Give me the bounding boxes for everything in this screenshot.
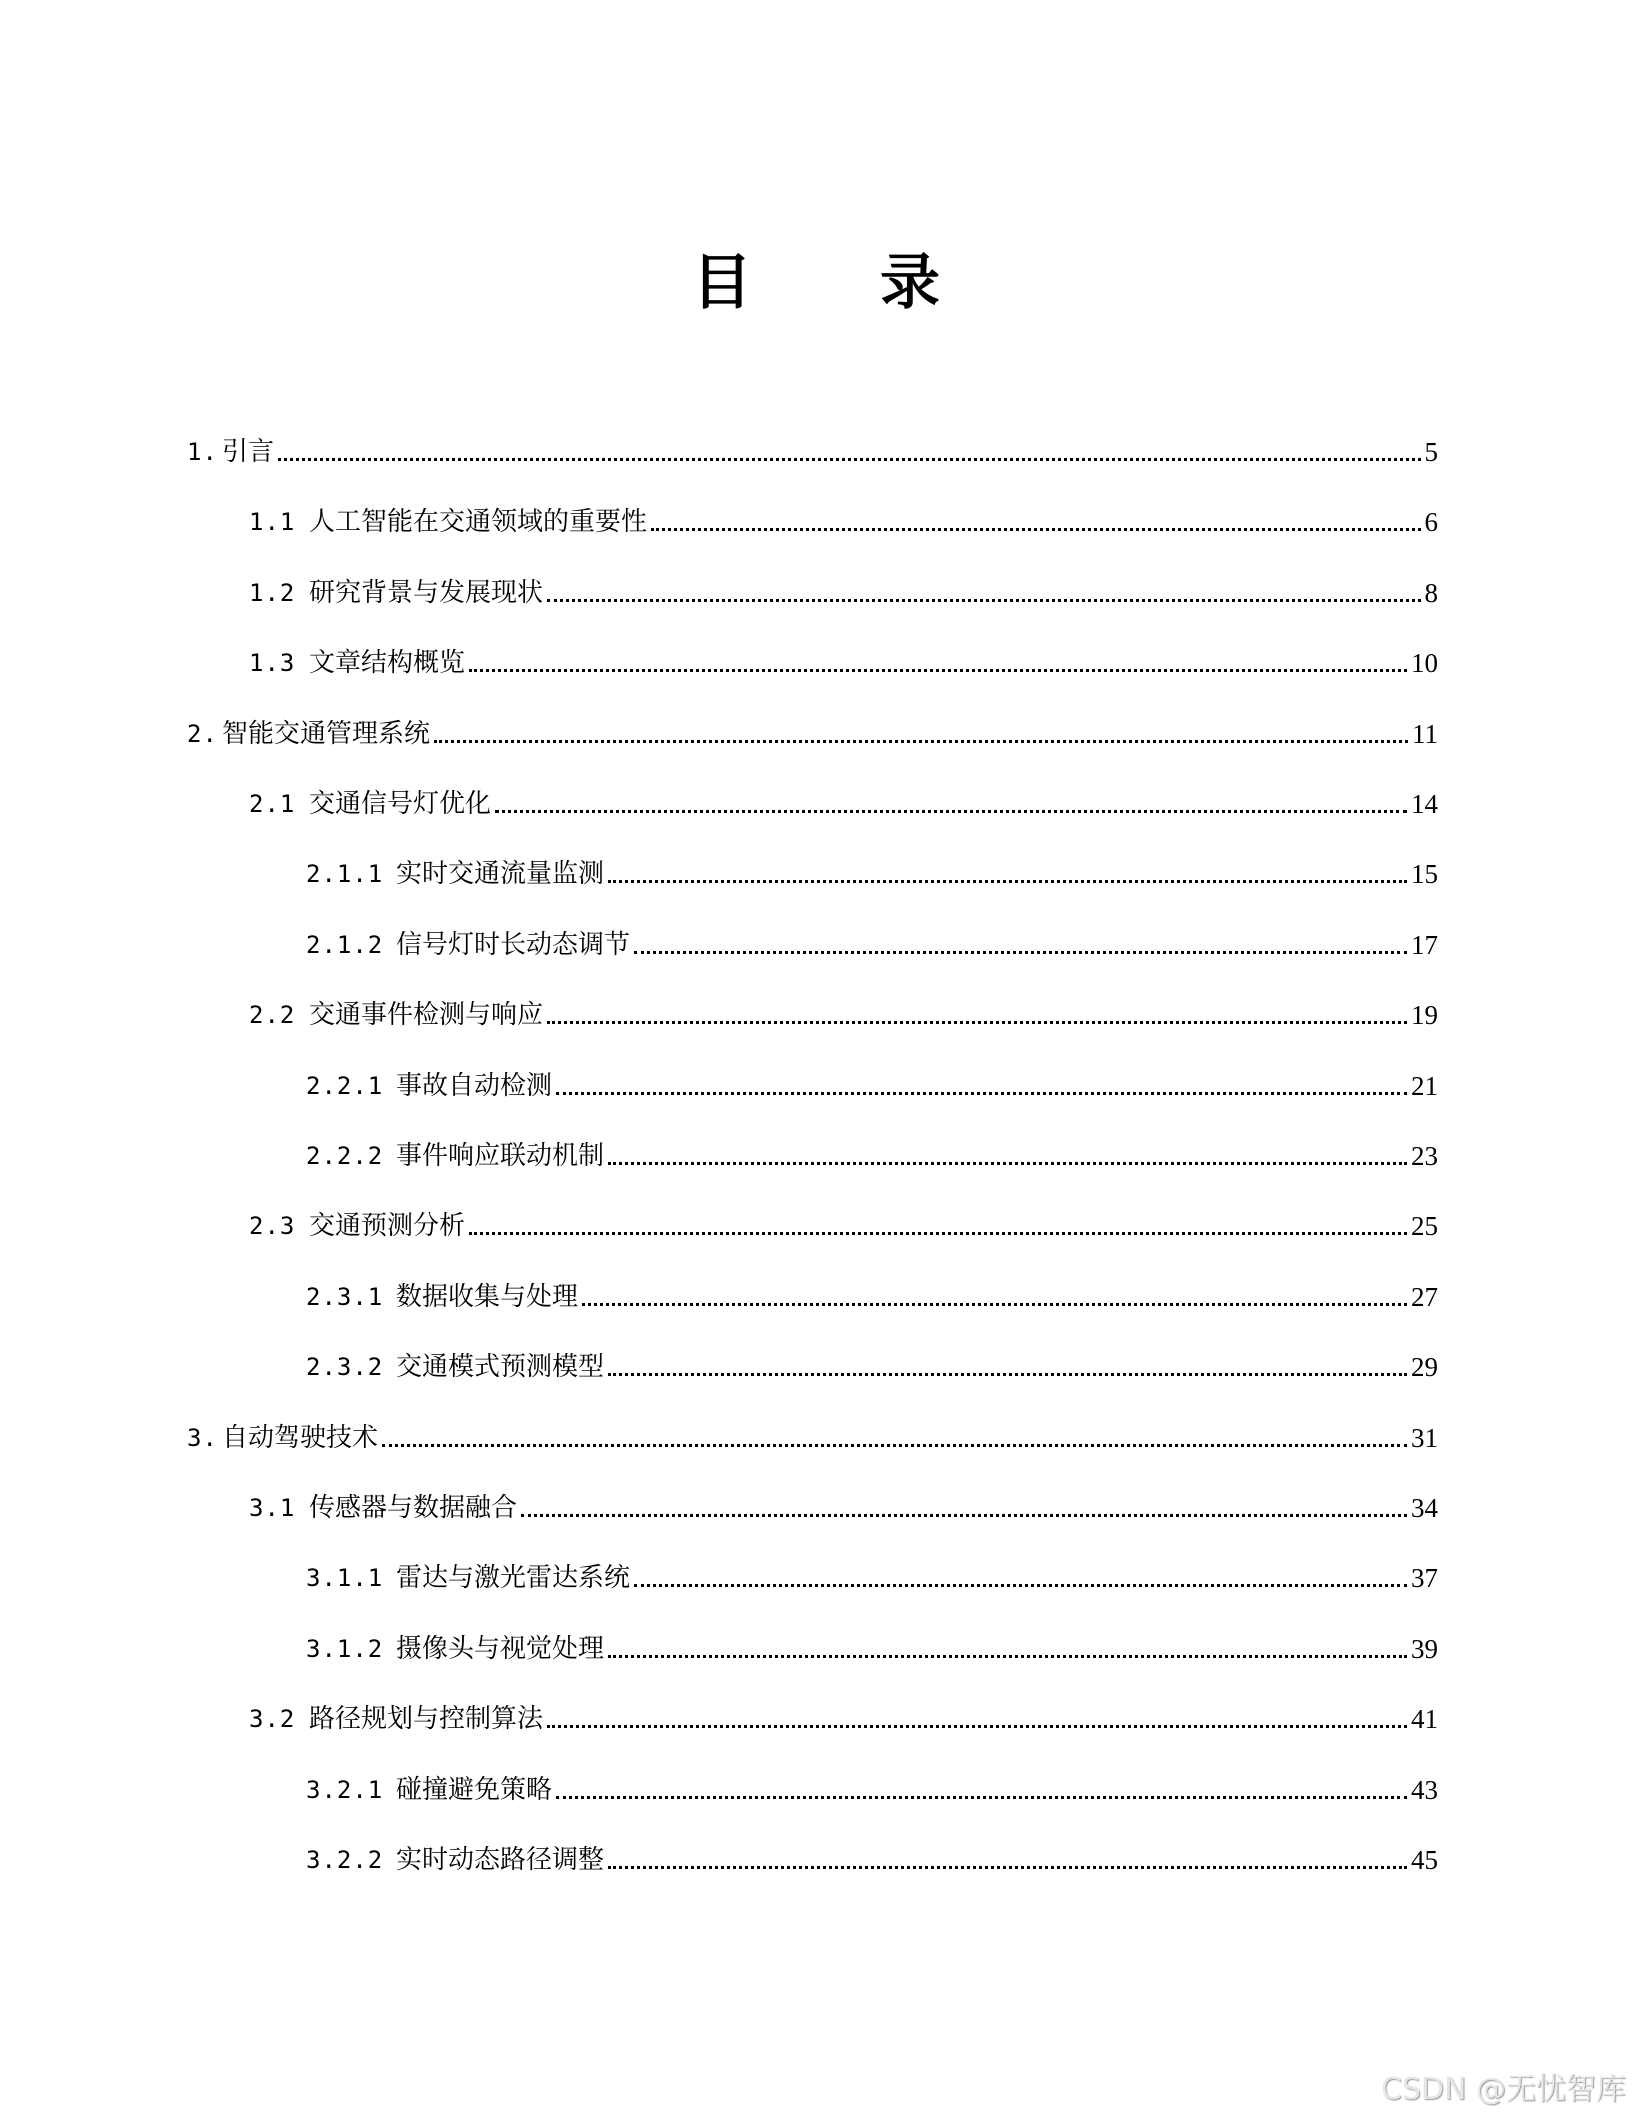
toc-title: 交通预测分析 [309,1211,466,1241]
toc-entry[interactable] [306,925,1438,961]
toc-leader-dots [469,668,1407,672]
toc-entry[interactable] [249,995,1438,1031]
toc-page-number: 39 [1411,1634,1438,1664]
toc-entry[interactable] [249,643,1438,679]
toc-number: 2.1 [249,790,296,818]
toc-number: 1. [187,438,218,466]
toc-entry[interactable] [306,1629,1438,1665]
toc-page-number: 27 [1411,1282,1438,1312]
toc-entry[interactable] [306,1347,1438,1383]
toc-entry[interactable] [306,1558,1438,1594]
toc-title: 碰撞避免策略 [396,1775,553,1805]
toc-leader-dots [495,809,1407,813]
toc-number: 1.2 [249,579,296,607]
toc-leader-dots [651,527,1420,531]
toc-title: 引言 [222,437,275,467]
toc-title: 路径规划与控制算法 [309,1704,544,1734]
toc-page-number: 31 [1411,1423,1438,1453]
toc-page-number: 19 [1411,1000,1438,1030]
toc-leader-dots [634,950,1407,954]
toc-leader-dots [608,1865,1407,1869]
toc-leader-dots [556,1091,1407,1095]
toc-page-number: 15 [1411,859,1438,889]
toc-title: 实时动态路径调整 [396,1845,605,1875]
toc-entry[interactable] [249,1488,1438,1524]
toc-leader-dots [382,1443,1407,1447]
toc-leader-dots [608,1161,1407,1165]
toc-number: 2.2 [249,1001,296,1029]
toc-number: 2.2.2 [306,1142,384,1170]
toc-page-number: 43 [1411,1775,1438,1805]
toc-number: 2.3 [249,1212,296,1240]
toc-entry[interactable] [306,1770,1438,1806]
toc-number: 2.2.1 [306,1072,384,1100]
toc-entry[interactable] [249,1206,1438,1242]
toc-number: 2.3.1 [306,1283,384,1311]
toc-entry[interactable] [306,1840,1438,1876]
toc-leader-dots [434,739,1408,743]
toc-page-number: 21 [1411,1071,1438,1101]
toc-number: 3. [187,1424,218,1452]
toc-number: 1.1 [249,508,296,536]
toc-title: 事故自动检测 [396,1071,553,1101]
toc-entry[interactable] [249,1699,1438,1735]
toc-number: 2.1.2 [306,931,384,959]
toc-title: 雷达与激光雷达系统 [396,1563,631,1593]
toc-page-number: 25 [1411,1211,1438,1241]
toc-title: 人工智能在交通领域的重要性 [309,507,648,537]
watermark: CSDN @无忧智库 [1380,2072,1626,2107]
page-title [0,248,1632,318]
toc-title: 传感器与数据融合 [309,1493,518,1523]
toc-page-number: 6 [1424,507,1438,537]
toc-title: 自动驾驶技术 [222,1423,379,1453]
toc-title: 交通事件检测与响应 [309,1000,544,1030]
toc-leader-dots [547,598,1420,602]
toc-entry[interactable] [306,854,1438,890]
toc-entry[interactable] [306,1277,1438,1313]
toc-leader-dots [547,1020,1407,1024]
toc-number: 1.3 [249,649,296,677]
toc-page-number: 41 [1411,1704,1438,1734]
toc-page-number: 45 [1411,1845,1438,1875]
toc-leader-dots [608,1654,1407,1658]
toc-page-number: 8 [1424,578,1438,608]
title-char-2: 录 [880,248,940,318]
toc-leader-dots [521,1513,1407,1517]
toc-number: 3.1.1 [306,1564,384,1592]
toc-entry[interactable] [187,1418,1438,1454]
toc-title: 智能交通管理系统 [222,719,431,749]
toc-page-number: 23 [1411,1141,1438,1171]
toc-leader-dots [634,1583,1407,1587]
toc-title: 数据收集与处理 [396,1282,579,1312]
toc-number: 2.3.2 [306,1353,384,1381]
toc-leader-dots [582,1302,1407,1306]
toc-leader-dots [278,457,1420,461]
toc-entry[interactable] [249,573,1438,609]
toc-leader-dots [556,1795,1407,1799]
toc-number: 3.2.2 [306,1846,384,1874]
toc-entry[interactable] [249,784,1438,820]
toc-leader-dots [469,1231,1407,1235]
toc-page-number: 14 [1411,789,1438,819]
toc-title: 信号灯时长动态调节 [396,930,631,960]
toc-leader-dots [547,1724,1407,1728]
toc-page-number: 34 [1411,1493,1438,1523]
toc-entry[interactable] [187,432,1438,468]
toc-number: 2.1.1 [306,860,384,888]
toc-title: 实时交通流量监测 [396,859,605,889]
toc-title: 研究背景与发展现状 [309,578,544,608]
toc-title: 文章结构概览 [309,648,466,678]
toc-page-number: 29 [1411,1352,1438,1382]
toc-title: 事件响应联动机制 [396,1141,605,1171]
toc-page-number: 17 [1411,930,1438,960]
toc-number: 3.1.2 [306,1635,384,1663]
toc-page-number: 11 [1412,719,1438,749]
toc-number: 2. [187,720,218,748]
toc-entry[interactable] [249,502,1438,538]
toc-page-number: 10 [1411,648,1438,678]
toc-title: 摄像头与视觉处理 [396,1634,605,1664]
toc-page-number: 5 [1424,437,1438,467]
toc-number: 3.2.1 [306,1776,384,1804]
toc-entry[interactable] [306,1136,1438,1172]
title-char-1: 目 [692,248,752,318]
toc-title: 交通模式预测模型 [396,1352,605,1382]
toc-entry[interactable] [306,1066,1438,1102]
toc-number: 3.2 [249,1705,296,1733]
toc-number: 3.1 [249,1494,296,1522]
toc-leader-dots [608,879,1407,883]
toc-leader-dots [608,1372,1407,1376]
toc-title: 交通信号灯优化 [309,789,492,819]
toc-page-number: 37 [1411,1563,1438,1593]
toc-entry[interactable] [187,714,1438,750]
